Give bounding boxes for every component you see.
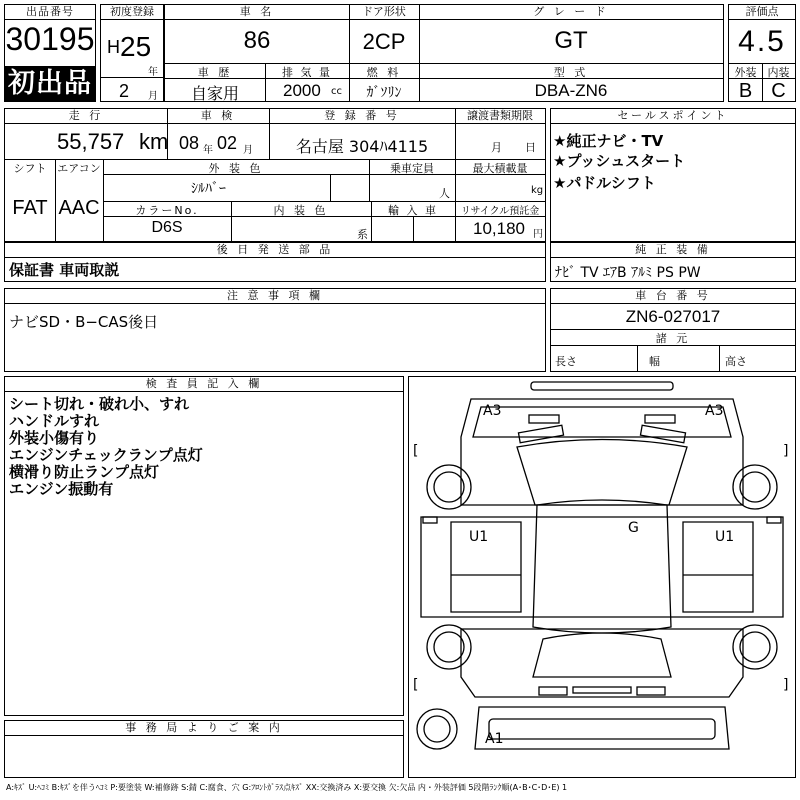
color-no-label: カラーNo. — [135, 204, 199, 217]
reg-year-unit: 年 — [148, 67, 158, 78]
reg-month-unit: 月 — [148, 91, 158, 102]
office-label: 事 務 局 よ り ご 案 内 — [5, 721, 403, 736]
selling-points-cell — [550, 108, 796, 242]
capacity-unit: 人 — [439, 187, 450, 200]
detail-block — [4, 108, 546, 242]
selling-points-label: セールスポイント — [551, 109, 795, 124]
interior-score: C — [771, 80, 786, 102]
selling-point-3: ★パドルシフト — [553, 174, 656, 192]
later-parts-value: 保証書 車両取説 — [9, 261, 120, 279]
first-reg-cell — [100, 4, 164, 102]
recycle-unit: 円 — [533, 229, 543, 240]
score-label: 評価点 — [729, 5, 795, 20]
ext-color-label: 外 装 色 — [208, 162, 264, 175]
door-value: 2CP — [362, 29, 406, 54]
later-parts-cell — [4, 242, 546, 282]
mark-front-right: A3 — [705, 403, 724, 419]
aircon-value: AAC — [58, 197, 100, 219]
car-outline-diagram — [409, 377, 795, 777]
caution-cell — [4, 288, 546, 372]
model-label: 型 式 — [553, 66, 589, 79]
grade-label: グ レ ー ド — [419, 5, 723, 20]
shift-value: FAT — [12, 197, 48, 219]
selling-point-2: ★プッシュスタート — [553, 152, 686, 170]
caution-label: 注 意 事 項 欄 — [5, 289, 545, 304]
mark-roof: G — [628, 520, 639, 536]
inspector-note-4: エンジンチェックランプ点灯 — [9, 446, 203, 464]
interior-score-label: 内装 — [767, 66, 790, 79]
mileage-label: 走 行 — [5, 109, 167, 124]
reg-year-value: 25 — [120, 31, 152, 62]
history-label: 車 歴 — [197, 66, 233, 79]
inspection-year-unit: 年 — [203, 145, 213, 156]
chassis-value: ZN6-027017 — [625, 307, 721, 326]
ext-color-value: ｼﾙﾊﾞｰ — [191, 181, 226, 197]
inspector-note-2: ハンドルすれ — [9, 412, 100, 430]
later-parts-label: 後 日 発 送 部 品 — [5, 243, 545, 258]
selling-point-1: ★純正ナビ・TV — [553, 132, 664, 150]
fuel-label: 燃 料 — [366, 66, 402, 79]
first-listing-badge: 初出品 — [4, 66, 96, 102]
inspection-month: 02 — [217, 133, 238, 153]
load-unit: kg — [531, 185, 544, 196]
car-name-value: 86 — [243, 27, 271, 54]
inspector-note-3: 外装小傷有り — [9, 429, 100, 447]
mark-rear-left: A1 — [485, 731, 504, 747]
transfer-label: 譲渡書類期限 — [455, 109, 545, 124]
reg-no-label: 登 録 番 号 — [269, 109, 455, 124]
int-color-suffix: 系 — [357, 228, 368, 241]
damage-diagram — [408, 376, 796, 778]
inspector-notes-label: 検 査 員 記 入 欄 — [5, 377, 403, 392]
exterior-score-label: 外装 — [734, 66, 757, 79]
svg-text:]: ] — [783, 443, 789, 459]
svg-text:]: ] — [783, 677, 789, 693]
era-value: H — [107, 37, 120, 57]
import-label: 輸 入 車 — [388, 204, 438, 217]
legend-text: A:ｷｽﾞ U:ﾍｺﾐ B:ｷｽﾞを伴うﾍｺﾐ P:要塗装 W:補修跡 S:錆 C:腐食、穴 G:ﾌﾛﾝﾄｶﾞﾗｽ点ｷｽﾞ XX:交換済み X:要交換 欠:欠品 内・外装評価 5段階ﾗﾝｸ順(A･B･C･D･E) 1 — [6, 783, 568, 792]
lot-number: 30195 — [5, 21, 95, 57]
inspector-note-1: シート切れ・破れ小、すれ — [9, 395, 190, 413]
first-reg-label: 初度登録 — [101, 5, 163, 20]
width-label: 幅 — [649, 355, 660, 368]
inspection-year: 08 — [179, 133, 200, 153]
transfer-day-unit: 日 — [525, 141, 536, 154]
mark-left-door: U1 — [469, 529, 489, 545]
inspector-note-5: 横滑り防止ランプ点灯 — [9, 463, 160, 481]
score-cell — [728, 4, 796, 102]
office-cell — [4, 720, 404, 778]
load-label: 最大積載量 — [472, 162, 528, 175]
mark-front-left: A3 — [483, 403, 502, 419]
reg-month-value: 2 — [119, 81, 130, 101]
int-color-label: 内 装 色 — [273, 204, 329, 217]
length-label: 長さ — [555, 355, 577, 368]
mileage-value: 55,757 — [57, 129, 125, 154]
svg-text:[: [ — [413, 443, 419, 459]
fuel-value: ｶﾞｿﾘﾝ — [366, 85, 402, 101]
car-name-label: 車 名 — [165, 5, 349, 20]
capacity-label: 乗車定員 — [390, 162, 434, 175]
displacement-value: 2000 — [283, 81, 321, 100]
door-label: ドア形状 — [349, 5, 419, 20]
shift-label: シフト — [13, 162, 47, 175]
inspector-notes-cell — [4, 376, 404, 716]
recycle-value: 10,180 — [473, 219, 525, 238]
inspection-label: 車 検 — [167, 109, 269, 124]
mark-right-door: U1 — [715, 529, 735, 545]
height-label: 高さ — [725, 355, 747, 368]
lot-label: 出品番号 — [5, 5, 95, 20]
inspection-month-unit: 月 — [243, 145, 253, 156]
equipment-cell — [550, 242, 796, 282]
chassis-cell — [550, 288, 796, 372]
model-value: DBA-ZN6 — [534, 81, 608, 100]
spec-block — [164, 4, 724, 102]
color-no-value: D6S — [151, 219, 183, 236]
score-value: 4.5 — [738, 25, 786, 58]
inspector-note-6: エンジン振動有 — [9, 480, 114, 498]
equipment-value: ﾅﾋﾞ TV ｴｱB ｱﾙﾐ PS PW — [555, 265, 701, 281]
chassis-label: 車 台 番 号 — [551, 289, 795, 304]
svg-text:[: [ — [413, 677, 419, 693]
recycle-label: リサイクル預託金 — [460, 206, 540, 217]
history-value: 自家用 — [190, 84, 239, 103]
mileage-unit: km — [139, 129, 169, 154]
caution-value: ナビSD・B−CAS後日 — [9, 313, 159, 331]
exterior-score: B — [738, 80, 753, 102]
dims-label: 諸 元 — [655, 332, 691, 345]
displacement-unit: cc — [331, 86, 342, 97]
grade-value: GT — [554, 27, 588, 54]
transfer-month-unit: 月 — [491, 141, 502, 154]
aircon-label: エアコン — [57, 162, 101, 175]
reg-no-value: 名古屋 304ﾊ4115 — [295, 137, 429, 156]
displacement-label: 排 気 量 — [282, 66, 332, 79]
equipment-label: 純 正 装 備 — [551, 243, 795, 258]
